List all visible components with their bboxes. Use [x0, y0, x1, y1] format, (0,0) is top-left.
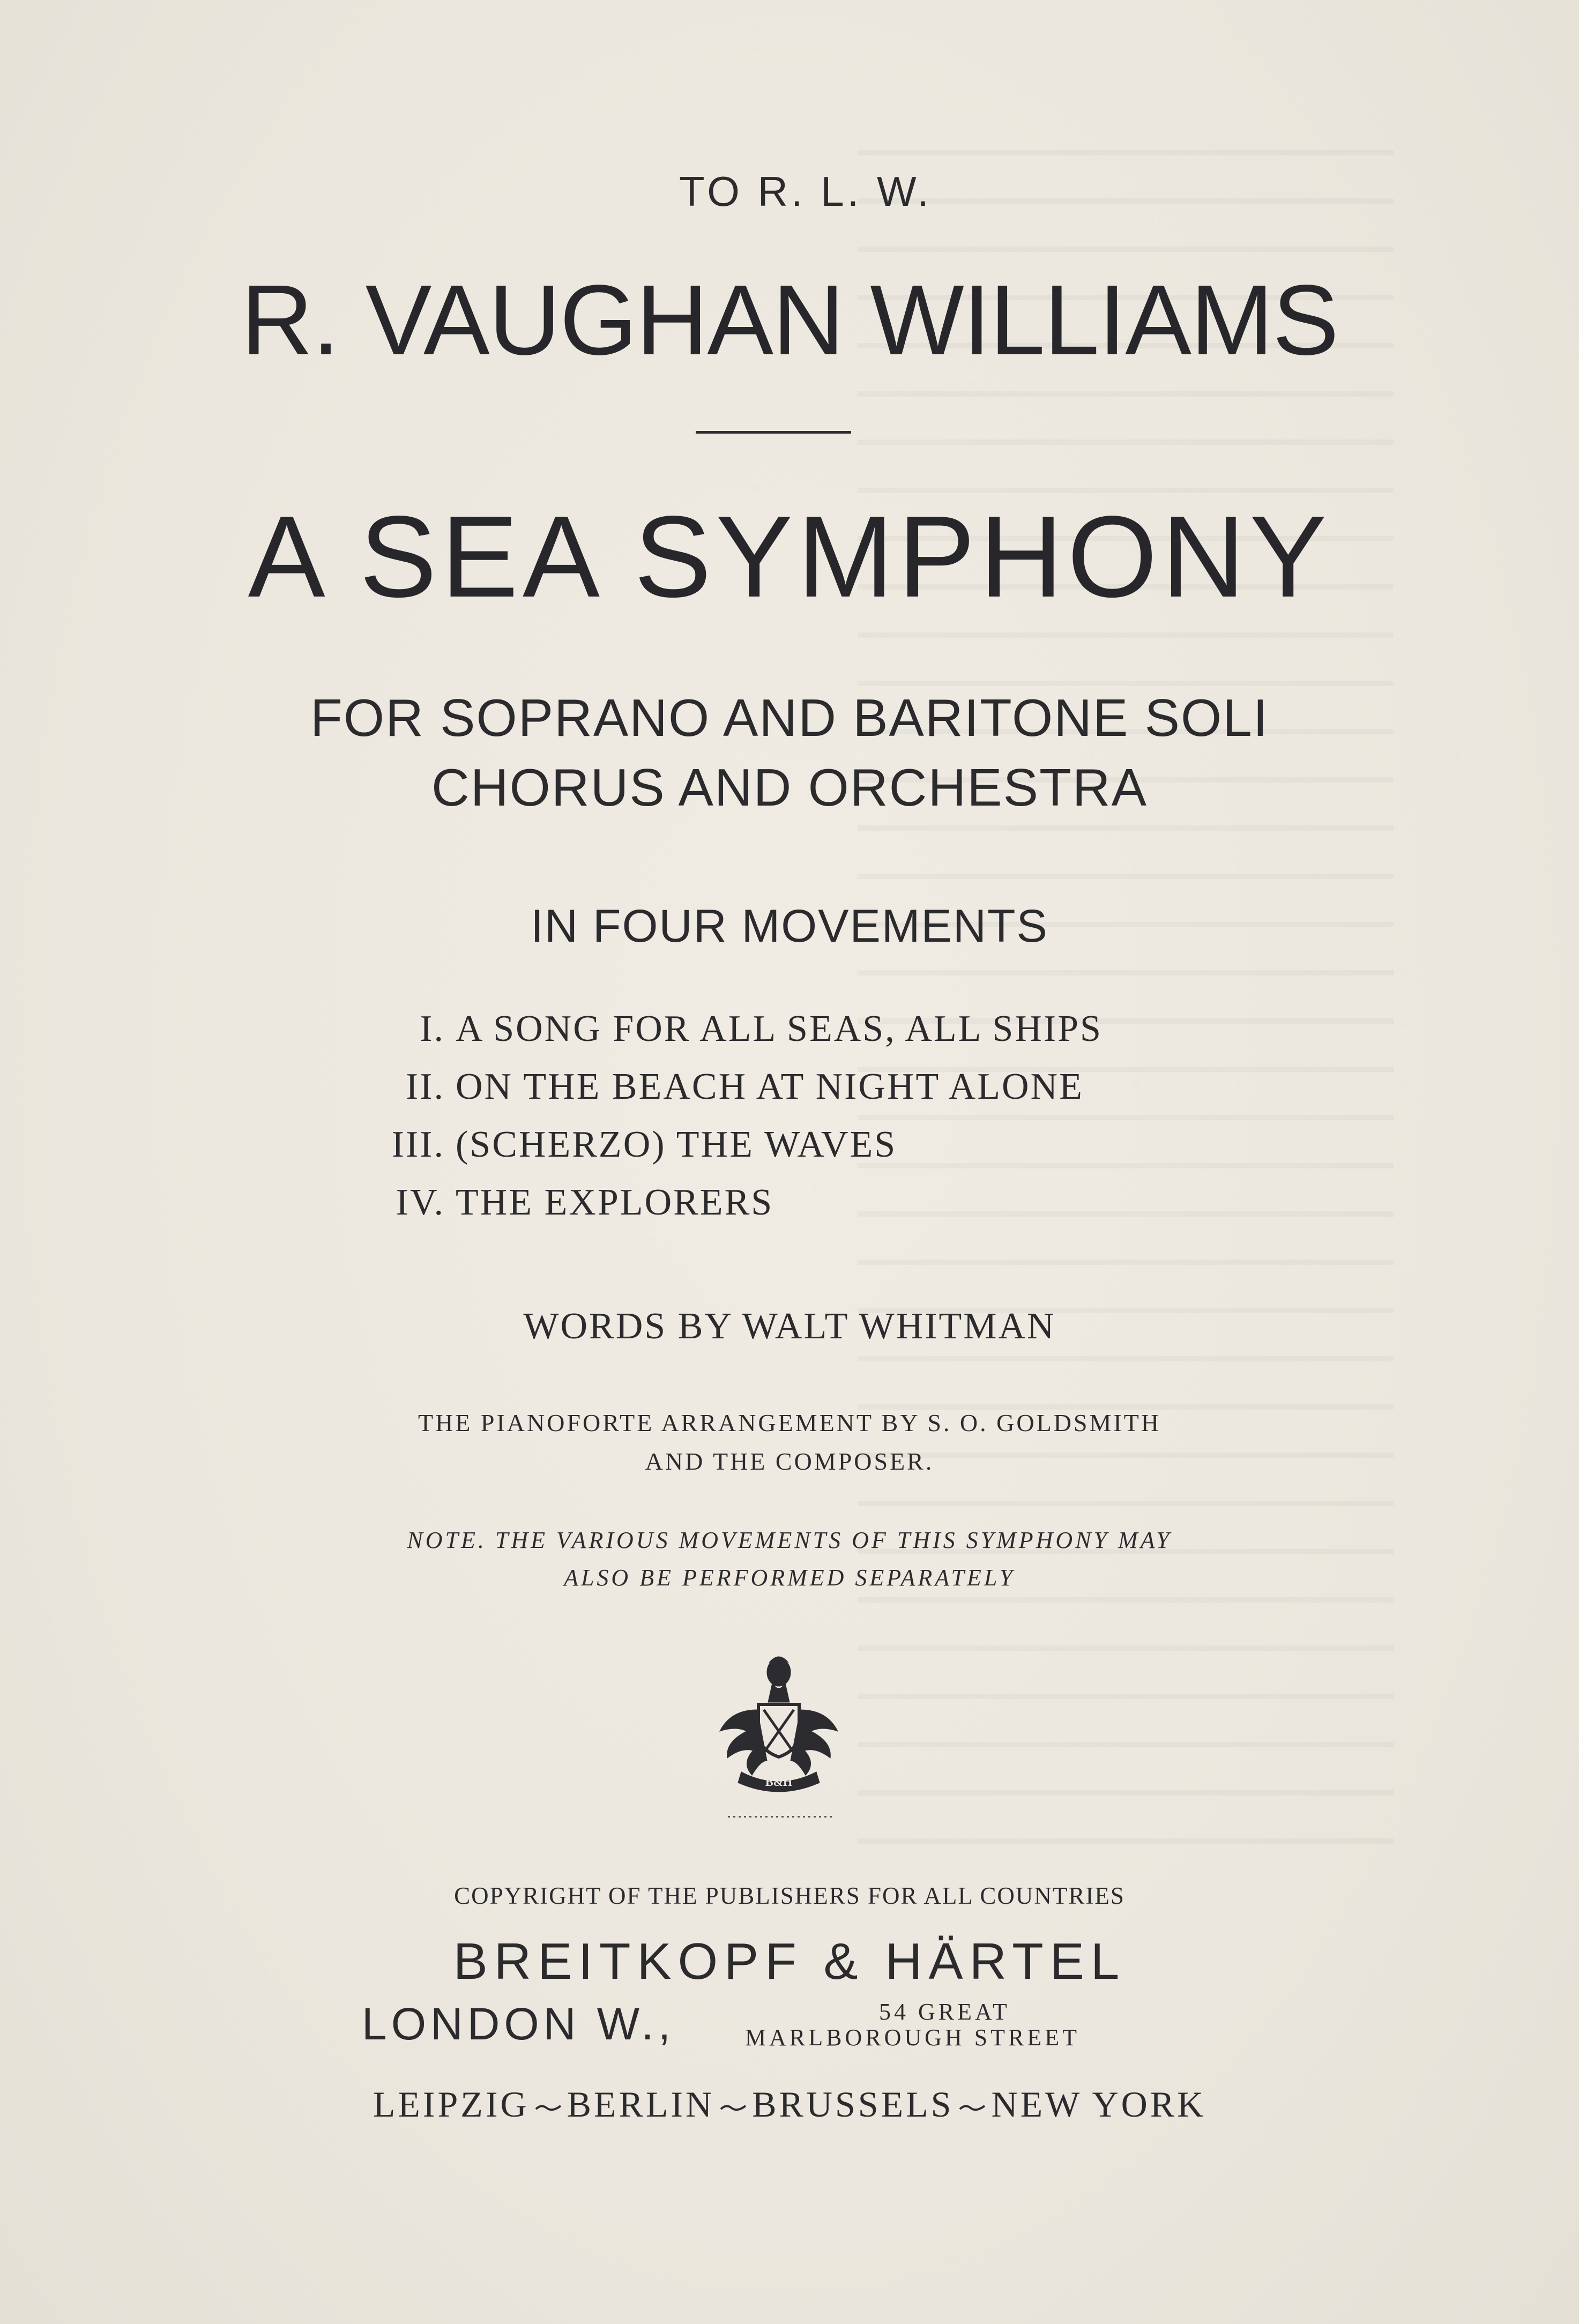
copyright-notice: COPYRIGHT OF THE PUBLISHERS FOR ALL COUNTRIES — [454, 1882, 1125, 1909]
movement-number: I. — [420, 1008, 445, 1049]
city-name: LEIPZIG — [373, 2084, 530, 2125]
movement-item — [354, 1066, 1103, 1123]
address-street-line-2: MARLBOROUGH STREET — [745, 2024, 1081, 2051]
emblem-monogram: B&H — [765, 1775, 793, 1789]
publisher-name: BREITKOPF & HÄRTEL — [453, 1933, 1126, 1990]
cities-line — [0, 2084, 1579, 2125]
movements-heading: IN FOUR MOVEMENTS — [531, 900, 1048, 952]
divider-rule — [696, 431, 851, 434]
flourish-icon — [954, 2086, 991, 2122]
movement-title: THE EXPLORERS — [456, 1182, 774, 1223]
arrangement-line-2: AND THE COMPOSER. — [645, 1448, 934, 1475]
subtitle-line-2: CHORUS AND ORCHESTRA — [431, 758, 1148, 817]
movement-title: A SONG FOR ALL SEAS, ALL SHIPS — [456, 1008, 1103, 1049]
movement-title: ON THE BEACH AT NIGHT ALONE — [456, 1066, 1084, 1107]
work-title: A SEA SYMPHONY — [248, 491, 1331, 621]
movement-title: (SCHERZO) THE WAVES — [456, 1124, 897, 1165]
movement-item — [354, 1123, 1103, 1181]
movement-number: IV. — [396, 1182, 445, 1223]
address-street-line-1: 54 GREAT — [879, 1999, 1010, 2025]
movements-list — [354, 1008, 1103, 1239]
composer-name: R. VAUGHAN WILLIAMS — [241, 265, 1338, 376]
city-name: BRUSSELS — [752, 2084, 954, 2125]
flourish-icon — [530, 2086, 567, 2122]
city-name: BERLIN — [567, 2084, 715, 2125]
address-city: LONDON W., — [362, 1999, 675, 2049]
publisher-emblem-icon — [709, 1651, 848, 1796]
flourish-icon — [714, 2086, 752, 2122]
movement-number: II. — [405, 1066, 445, 1107]
arrangement-line-1: THE PIANOFORTE ARRANGEMENT BY S. O. GOLDSMITH — [418, 1409, 1161, 1436]
movement-item — [354, 1008, 1103, 1066]
subtitle-line-1: FOR SOPRANO AND BARITONE SOLI — [310, 688, 1269, 747]
note-line-2: ALSO BE PERFORMED SEPARATELY — [564, 1565, 1015, 1591]
city-name: NEW YORK — [991, 2084, 1206, 2125]
words-credit: WORDS BY WALT WHITMAN — [523, 1306, 1056, 1347]
movement-number: III. — [391, 1124, 445, 1165]
movement-item — [354, 1181, 1103, 1239]
note-line-1: NOTE. THE VARIOUS MOVEMENTS OF THIS SYMPHONY MAY — [407, 1527, 1172, 1553]
dedication: TO R. L. W. — [679, 168, 932, 215]
dotted-rule — [728, 1816, 835, 1818]
